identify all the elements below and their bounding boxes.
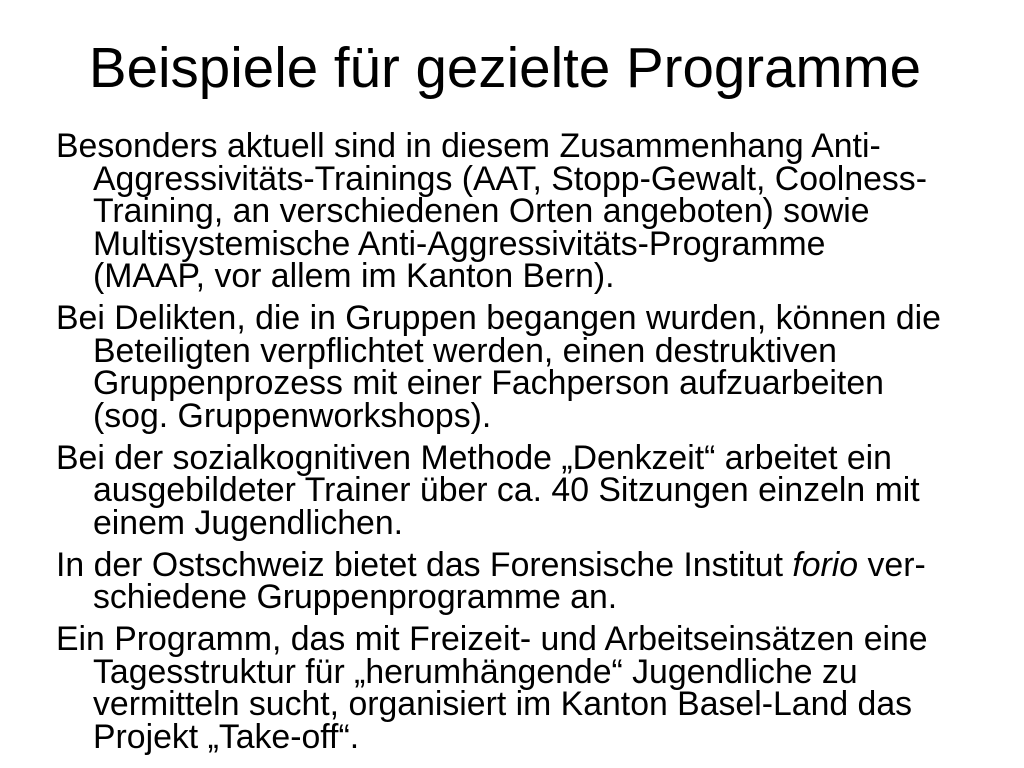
text-line: ausgebildeter Trainer über ca. 40 Sitzungen einzeln mit — [93, 471, 920, 509]
text-line — [56, 545, 1016, 584]
emphasized-name-forio: forio — [792, 545, 859, 584]
text-line: Projekt „Take-off“. — [93, 717, 360, 756]
paragraph-take-off — [56, 620, 1016, 756]
slide-body — [56, 127, 1016, 756]
paragraph-forio — [56, 545, 1016, 616]
text-line: vermitteln sucht, organisiert im Kanton Basel-Land das — [93, 685, 913, 723]
text-line: Gruppenprozess mit einer Fachperson aufzuarbeiten — [93, 364, 884, 402]
text-line: (sog. Gruppenworkshops). — [93, 396, 492, 435]
paragraph-gruppenworkshops — [56, 299, 1016, 435]
text-line: Besonders aktuell sind in diesem Zusammenhang Anti- — [56, 127, 881, 165]
text-line: Tagesstruktur für „herumhängende“ Jugendliche zu — [93, 652, 858, 691]
paragraph-denkzeit — [56, 438, 1016, 542]
text-segment: ver- — [858, 545, 926, 584]
text-line: schiedene Gruppenprogramme an. — [93, 578, 618, 616]
text-line: Aggressivitäts-Trainings (AAT, Stopp-Gewalt, Coolness- — [93, 159, 927, 198]
slide-title: Beispiele für gezielte Programme — [88, 36, 922, 99]
text-line: Bei der sozialkognitiven Methode „Denkzeit“ arbeitet ein — [56, 438, 892, 477]
text-line: Training, an verschiedenen Orten angeboten) sowie — [93, 192, 870, 230]
text-line: Ein Programm, das mit Freizeit- und Arbeitseinsätzen eine — [56, 620, 928, 658]
text-segment: In der Ostschweiz bietet das Forensische Institut — [56, 545, 793, 584]
text-line: Multisystemische Anti-Aggressivitäts-Programme — [93, 224, 826, 263]
text-line: Bei Delikten, die in Gruppen begangen wurden, können die — [56, 299, 941, 337]
text-line: (MAAP, vor allem im Kanton Bern). — [93, 257, 615, 295]
text-line: einem Jugendlichen. — [93, 503, 404, 542]
text-line: Beteiligten verpflichtet werden, einen destruktiven — [93, 331, 837, 370]
paragraph-aat-maap — [56, 127, 1016, 295]
